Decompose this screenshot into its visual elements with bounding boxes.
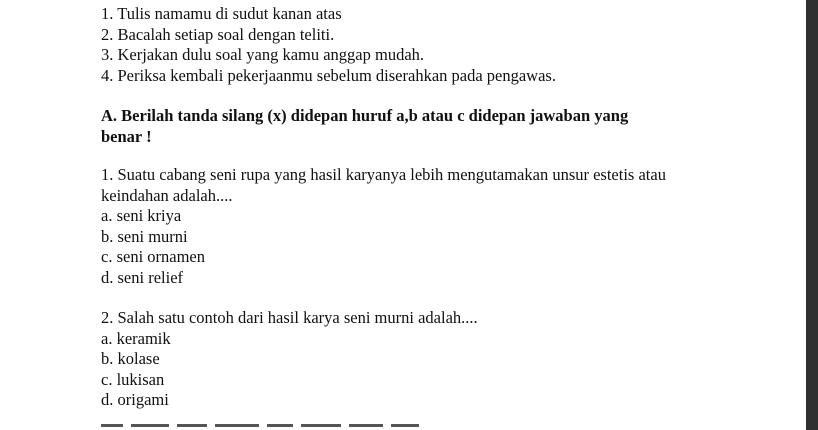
answer-option: a. seni kriya bbox=[101, 206, 182, 225]
instruction-item: 4. Periksa kembali pekerjaanmu sebelum diserahkan pada pengawas. bbox=[101, 65, 556, 85]
answer-option: d. seni relief bbox=[101, 267, 184, 287]
question-text: 2. Salah satu contoh dari hasil karya seni murni adalah.... bbox=[101, 308, 478, 327]
instruction-item: 1. Tulis namamu di sudut kanan atas bbox=[101, 4, 342, 23]
section-heading-line: benar ! bbox=[101, 126, 152, 146]
question-text: 1. Suatu cabang seni rupa yang hasil karyanya lebih mengutamakan unsur estetis atau bbox=[101, 165, 666, 184]
answer-option: b. seni murni bbox=[101, 226, 188, 246]
section-heading-line: A. Berilah tanda silang (x) didepan huruf a,b atau c didepan jawaban yang bbox=[101, 106, 629, 125]
window-edge bbox=[806, 0, 818, 430]
worksheet-content bbox=[101, 4, 791, 411]
instruction-item: 2. Bacalah setiap soal dengan teliti. bbox=[101, 24, 335, 44]
answer-option: c. lukisan bbox=[101, 369, 165, 389]
question-block bbox=[101, 165, 791, 288]
answer-option: d. origami bbox=[101, 390, 169, 409]
question-text: keindahan adalah.... bbox=[101, 185, 233, 205]
cropped-next-line bbox=[101, 424, 461, 430]
answer-option: c. seni ornamen bbox=[101, 247, 206, 266]
answer-option: a. keramik bbox=[101, 328, 171, 348]
instruction-item: 3. Kerjakan dulu soal yang kamu anggap mudah. bbox=[101, 45, 425, 64]
section-heading bbox=[101, 106, 791, 147]
question-block bbox=[101, 308, 791, 411]
answer-option: b. kolase bbox=[101, 349, 160, 368]
instruction-list bbox=[101, 4, 791, 86]
